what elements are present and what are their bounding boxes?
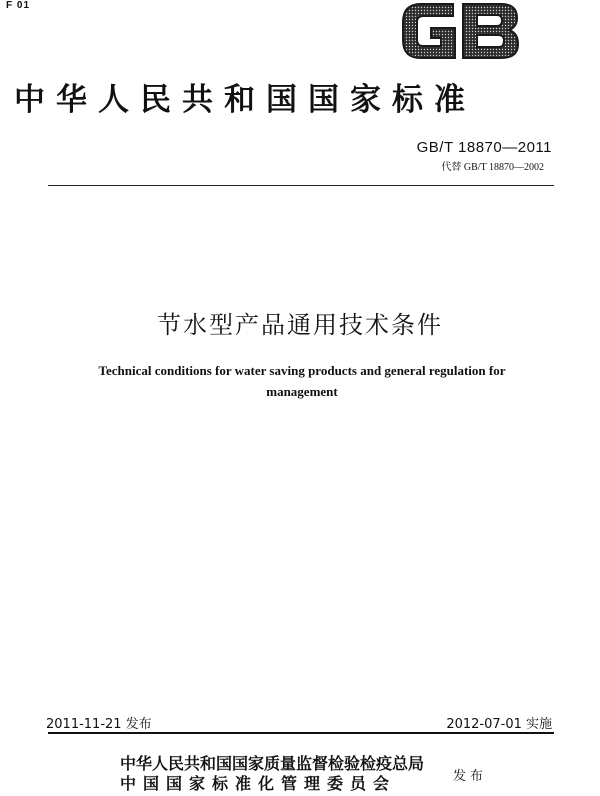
gb-logo: [399, 0, 521, 60]
standard-title: 中华人民共和国国家标准: [14, 82, 476, 118]
issuer-aqsiq: 中华人民共和国国家质量监督检验检疫总局: [120, 754, 425, 773]
document-title-english-line-2: management: [266, 384, 338, 399]
ccs-classification-code: F 01: [6, 0, 31, 11]
standard-number: GB/T 18870—2011: [416, 139, 552, 156]
footer-divider: [48, 732, 554, 734]
document-title-chinese: 节水型产品通用技术条件: [157, 311, 443, 339]
issued-label: 发布: [453, 769, 488, 784]
implementation-date: 2012-07-01 实施: [446, 717, 552, 732]
document-title-english: [62, 360, 542, 402]
gb-logo-letter-b: [463, 4, 518, 58]
document-title-english-line-1: Technical conditions for water saving products and general regulation for: [98, 363, 506, 378]
gb-logo-letter-g: [403, 4, 455, 58]
header-divider: [48, 185, 554, 186]
issuer-sac: 中国国家标准化管理委员会: [120, 774, 397, 793]
issue-date: 2011-11-21 发布: [46, 717, 152, 732]
replaces-standard: 代替 GB/T 18870—2002: [441, 162, 544, 173]
